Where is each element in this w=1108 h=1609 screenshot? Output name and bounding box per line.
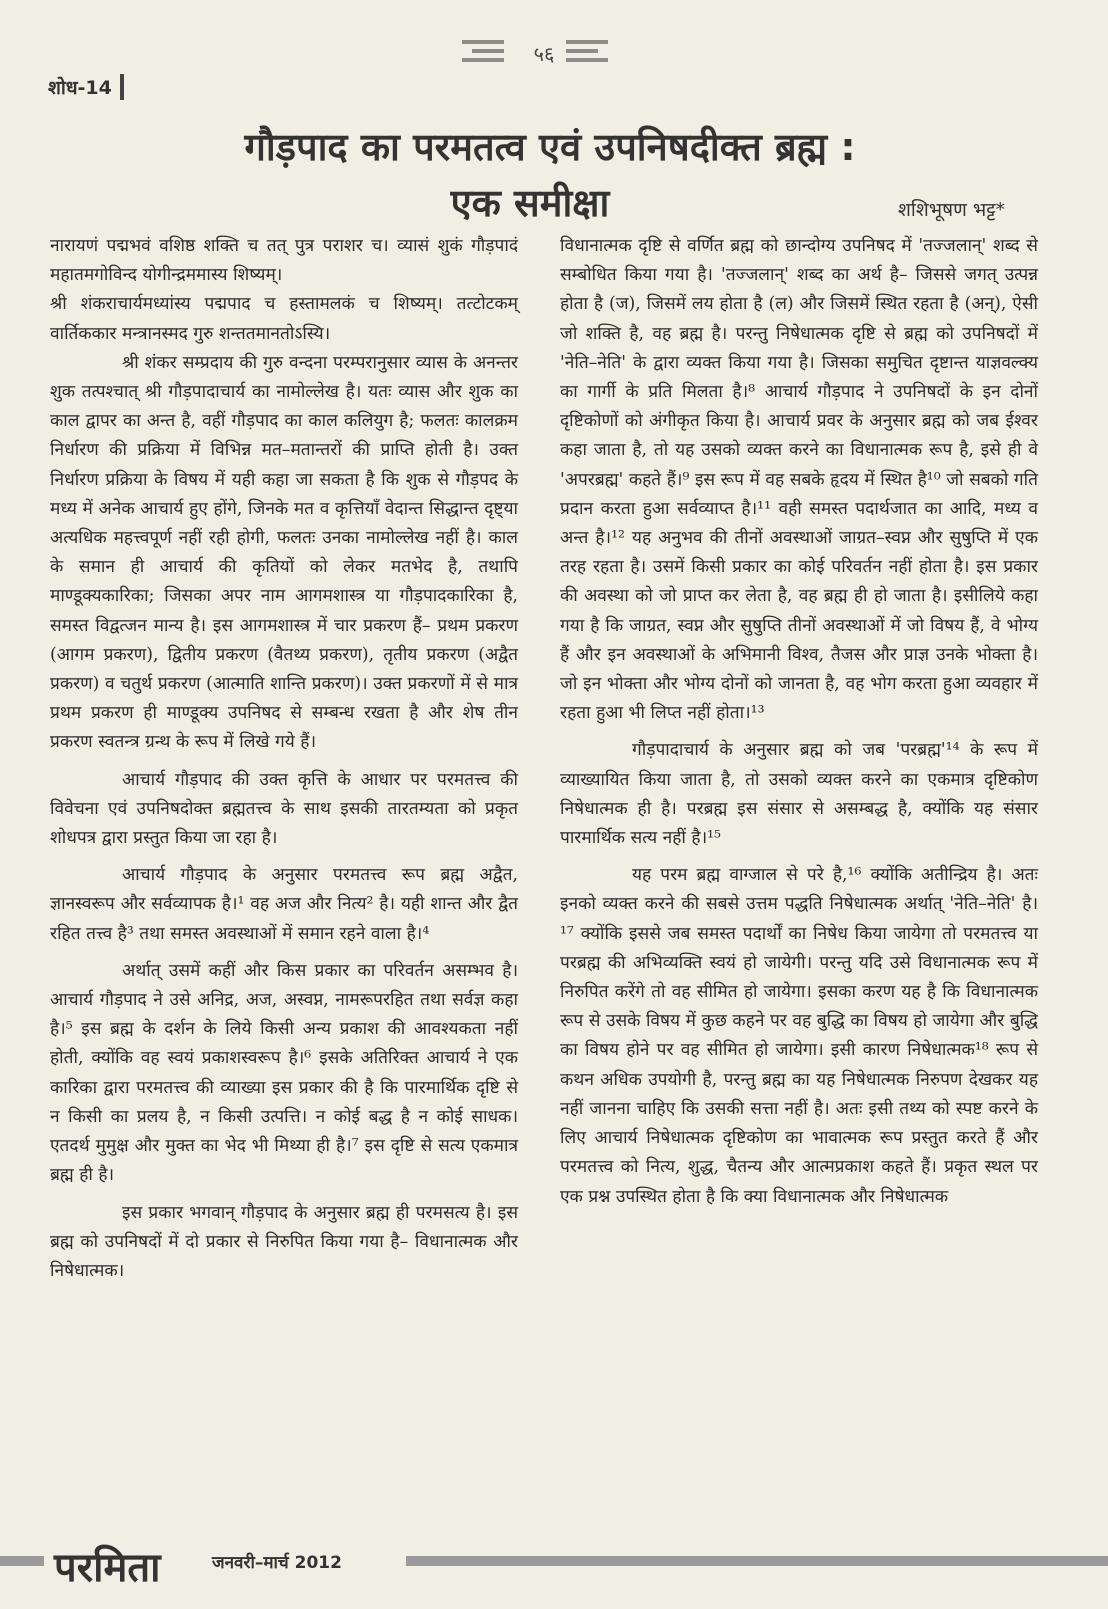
paragraph: अर्थात् उसमें कहीं और किस प्रकार का परिवर्तन असम्भव है। आचार्य गौड़पाद ने उसे अनिद्र, अज, अस्वप्न, नामरूपरहित तथा सर्वज्ञ कहा है।⁵ इस ब्रह्म के दर्शन के लिये किसी अन्य प्रकाश की आवश्यकता नहीं होती, क्योंकि वह स्वयं प्रकाशस्वरूप है।⁶ इसके अतिरिक्त आचार्य ने एक कारिका द्वारा परमतत्त्व की व्याख्या इस प्रकार की है कि पारमार्थिक दृष्टि से न किसी का प्रलय है, न किसी उत्पत्ति। न कोई बद्ध है न कोई साधक। एतदर्थ मुमुक्ष और मुक्त का भेद भी मिथ्या ही है।⁷ इस दृष्टि से सत्य एकमात्र ब्रह्म ही है।	[50, 960, 518, 1186]
page-footer	[0, 1536, 1108, 1591]
verse-1: नारायणं पद्मभवं वशिष्ठ शक्ति च तत् पुत्र पराशर च। व्यासं शुकं गौड़पादं महातमगोविन्द योगीन्द्रममास्य शिष्यम्।	[50, 236, 518, 286]
page-number-header	[0, 18, 1108, 66]
journal-brand: परमिता	[54, 1545, 161, 1591]
paragraph: यह परम ब्रह्म वाग्जाल से परे है,¹⁶ क्योंकि अतीन्द्रिय है। अतः इनको व्यक्त करने की सबसे उत्तम पद्धति निषेधात्मक अर्थात् 'नेति–नेति' है।¹⁷ क्योंकि इससे जब समस्त पदार्थों का निषेध किया जायेगा तो परमतत्त्व या परब्रह्म की अभिव्यक्ति स्वयं हो जायेगी। परन्तु यदि उसे विधानात्मक रूप में निरुपित करेंगे तो वह सीमित हो जायेगा। इसका करण यह है कि विधानात्मक रूप से उसके विषय में कुछ कहने पर वह बुद्धि का विषय हो जायेगा और बुद्धि का विषय होने पर वह सीमित हो जायेगा। इसी कारण निषेधात्मक¹⁸ रूप से कथन अधिक उपयोगी है, परन्तु ब्रह्म का यह निषेधात्मक निरुपण देखकर यह नहीं जानना चाहिए कि उसकी सत्ता नहीं है। अतः इसी तथ्य को स्पष्ट करने के लिए आचार्य निषेधात्मक दृष्टिकोण का भावात्मक रूप प्रस्तुत करते हैं और परमतत्त्व को नित्य, शुद्ध, चैतन्य और आत्मप्रकाश कहते हैं। प्रकृत स्थल पर एक प्रश्न उपस्थित होता है कि क्या विधानात्मक और निषेधात्मक	[560, 865, 1038, 1207]
paragraph: श्री शंकर सम्प्रदाय की गुरु वन्दना परम्परानुसार व्यास के अनन्तर शुक तत्पश्चात् श्री गौड़पादाचार्य का नामोल्लेख है। यतः व्यास और शुक का काल द्वापर का अन्त है, वहीं गौड़पाद का काल कलियुग है; फलतः कालक्रम निर्धारण की प्रक्रिया में विभिन्न मत–मतान्तरों की प्राप्ति होती है। उक्त निर्धारण प्रक्रिया के विषय में यही कहा जा सकता है कि शुक से गौड़पद के मध्य में अनेक आचार्य हुए होंगे, जिनके मत व कृत्तियाँ वेदान्त सिद्धान्त दृष्ट्या अत्यधिक महत्त्वपूर्ण नहीं रही होगी, फलतः उनका नामोल्लेख नहीं है। काल के समान ही आचार्य की कृतियों को लेकर मतभेद है, तथापि माण्डूक्यकारिका; जिसका अपर नाम आगमशास्त्र या गौड़पादकारिका है, समस्त विद्वत्जन मान्य है। इस आगमशास्त्र में चार प्रकरण हैं– प्रथम प्रकरण (आगम प्रकरण), द्वितीय प्रकरण (वैतथ्य प्रकरण), तृतीय प्रकरण (अद्वैत प्रकरण) व चतुर्थ प्रकरण (आत्माति शान्ति प्रकरण)। उक्त प्रकरणों में से मात्र प्रथम प्रकरण ही माण्डूक्य उपनिषद से सम्बन्ध रखता है और शेष तीन प्रकरण स्वतन्त्र ग्रन्थ के रूप में लिखे गये हैं।	[50, 352, 518, 753]
article-title-line2: एक समीक्षा	[450, 181, 610, 225]
paragraph: गौड़पादाचार्य के अनुसार ब्रह्म को जब 'परब्रह्म'¹⁴ के रूप में व्याख्यायित किया जाता है, तो उसको व्यक्त करने का एकमात्र दृष्टिकोण निषेधात्मक ही है। परब्रह्म इस संसार से असम्बद्ध है, क्योंकि यह संसार पारमार्थिक सत्य नहीं है।¹⁵	[560, 740, 1038, 849]
author-name: शशिभूषण भट्ट*	[898, 199, 1006, 221]
left-column	[50, 232, 518, 1286]
decor-bars-left	[462, 40, 504, 64]
paragraph: विधानात्मक दृष्टि से वर्णित ब्रह्म को छान्दोग्य उपनिषद में 'तज्जलान्' शब्द से सम्बोधित किया गया है। 'तज्जलान्' शब्द का अर्थ है– जिससे जगत् उत्पन्न होता है (ज), जिसमें लय होता है (ल) और जिसमें स्थित रहता है (अन्), ऐसी जो शक्ति है, वह ब्रह्म है। परन्तु निषेधात्मक दृष्टि से ब्रह्म को उपनिषदों में 'नेति–नेति' के द्वारा व्यक्त किया गया है। जिसका समुचित दृष्टान्त याज्ञवल्क्य का गार्गी के प्रति मिलता है।⁸ आचार्य गौड़पाद ने उपनिषदों के इन दोनों दृष्टिकोणों को अंगीकृत किया है। आचार्य प्रवर के अनुसार ब्रह्म को जब ईश्वर कहा जाता है, तो यह उसको व्यक्त करने का विधानात्मक रूप है, इसे ही वे 'अपरब्रह्म' कहते हैं।⁹ इस रूप में वह सबके हृदय में स्थित है¹⁰ जो सबको गति प्रदान करता हुआ सर्वव्याप्त है।¹¹ वही समस्त पदार्थजात का आदि, मध्य व अन्त है।¹² यह अनुभव की तीनों अवस्थाओं जाग्रत–स्वप्न और सुषुप्ति में एक तरह रहता है। उसमें किसी प्रकार का कोई परिवर्तन नहीं होता है। इस प्रकार की अवस्था को जो प्राप्त कर लेता है, वह ब्रह्म ही हो जाता है। इसीलिये कहा गया है कि जाग्रत, स्वप्न और सुषुप्ति तीनों अवस्थाओं में जो विषय हैं, वे भोग्य हैं और इन अवस्थाओं के अभिमानी विश्व, तैजस और प्राज्ञ उनके भोक्ता है। जो इन भोक्ता और भोग्य दोनों को जानता है, वह भोग करता हुआ व्यवहार में रहता हुआ भी लिप्त नहीं होता।¹³	[560, 236, 1038, 724]
paragraph: आचार्य गौड़पाद की उक्त कृत्ति के आधार पर परमतत्त्व की विवेचना एवं उपनिषदोक्त ब्रह्मतत्त्व के साथ इसकी तारतम्यता को प्रकृत शोधपत्र द्वारा प्रस्तुत किया जा रहा है।	[50, 769, 518, 849]
paragraph: आचार्य गौड़पाद के अनुसार परमतत्त्व रूप ब्रह्म अद्वैत, ज्ञानस्वरूप और सर्वव्यापक है।¹ वह अज और नित्य² है। यही शान्त और द्वैत रहित तत्त्व है³ तथा समस्त अवस्थाओं में समान रहने वाला है।⁴	[50, 865, 518, 944]
footer-bar-left	[0, 1556, 44, 1566]
decor-bars-right	[566, 40, 608, 64]
section-label: शोध-14	[48, 74, 124, 100]
paragraph: इस प्रकार भगवान् गौड़पाद के अनुसार ब्रह्म ही परमसत्य है। इस ब्रह्म को उपनिषदों में दो प्रकार से निरुपित किया गया है– विधानात्मक और निषेधात्मक।	[50, 1202, 518, 1281]
verse-2: श्री शंकराचार्यमध्यांस्य पद्मपाद च हस्तामलकं च शिष्यम्। तत्टोटकम् वार्तिककार मन्त्रानस्मद गुरु शन्ततमानतोऽस्यि।	[50, 294, 518, 344]
article-title-line1: गौड़पाद का परमतत्व एवं उपनिषदीक्त ब्रह्म :	[244, 125, 856, 169]
right-column	[560, 232, 1038, 1212]
page-number: ५६	[533, 42, 555, 66]
issue-date: जनवरी–मार्च 2012	[212, 1553, 342, 1573]
footer-bar-right	[406, 1556, 1108, 1566]
